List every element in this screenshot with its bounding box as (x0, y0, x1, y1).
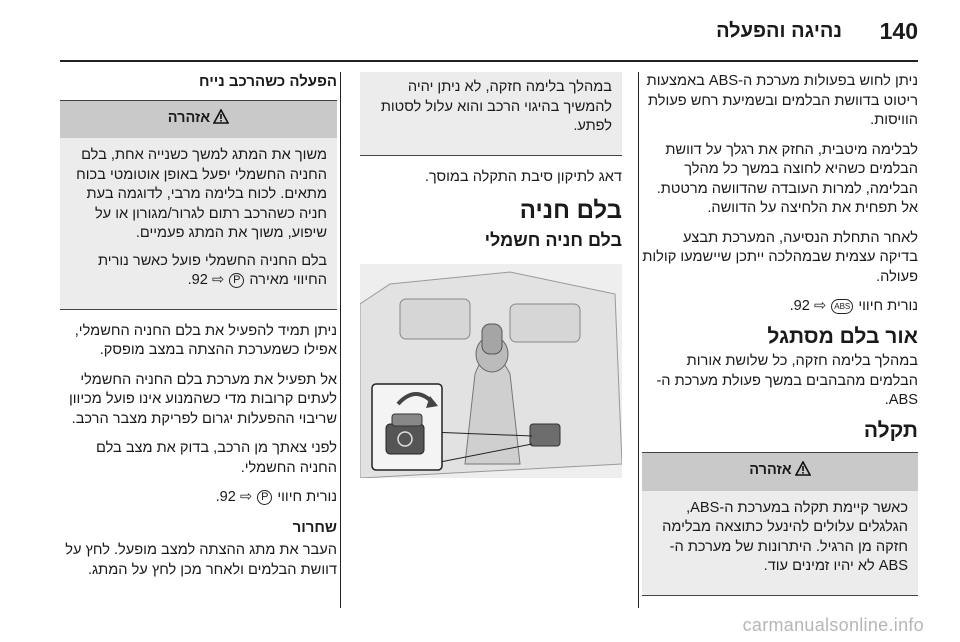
self-test-paragraph: לאחר התחלת הנסיעה, המערכת תבצע בדיקה עצמית שבמהלכה ייתכן שיישמעו קולות פעולה. (642, 229, 918, 285)
arrow-icon: ⇨ (211, 272, 225, 288)
release-heading: שחרור (292, 518, 337, 536)
column-divider-left (340, 72, 341, 608)
page-ref[interactable]: 92 (219, 489, 236, 505)
optimal-braking-paragraph: לבלימה מיטבית, החזק את רגלך על דוושת הבלמים כשהיא לחוצה במשך כל מהלך הבלימה, למרות העובדה שהדוושה מרטטת. אל תפחית את הלחיצה על הדוושה. (656, 141, 918, 216)
abs-fault-warning-text: כאשר קיימת תקלה במערכת ה-ABS, הגלגלים עלולים להינעל כתוצאה מבלימה חזקה מן הרגיל. היתרונות של מערכת ה-ABS לא יהיו זמינים עוד. (662, 499, 908, 574)
battery-drain-paragraph: אל תפעיל את מערכת בלם החניה החשמלי לעתים קרובות מדי כשהמנוע אינו פועל מכיוון שריבוי ההפעלות יגרום לפריקת מצבר הרכב. (68, 371, 337, 427)
page-number: 140 (879, 18, 918, 44)
indicator-reference: נורית חיווי P ⇨ 92. (215, 489, 337, 505)
abs-indicator-icon: ABS (831, 299, 853, 314)
parking-brake-heading: בלם חניה (519, 197, 622, 224)
header-rule (60, 60, 918, 62)
parking-brake-warning-p2: בלם החניה החשמלי פועל כאשר נורית החיווי מאירה P ⇨ 92. (98, 252, 327, 288)
stationary-activation-heading: הפעלה כשהרכב נייח (199, 73, 337, 90)
warning-triangle-icon (795, 461, 811, 483)
parking-brake-indicator-icon: P (229, 273, 244, 288)
warning-triangle-icon (213, 109, 229, 131)
column-left (60, 72, 337, 590)
warning-p2-text: בלם החניה החשמלי פועל כאשר נורית החיווי מאירה (98, 252, 327, 288)
repair-paragraph: דאג לתיקון סיבת התקלה במוסך. (424, 168, 622, 185)
parking-brake-warning (60, 100, 337, 310)
warning-title: אזהרה (749, 462, 792, 478)
arrow-icon: ⇨ (813, 298, 827, 314)
column-right (642, 72, 918, 608)
fault-heading: תקלה (863, 418, 918, 442)
adaptive-brake-light-paragraph: במהלך בלימה חזקה, כל שלושת אורות הבלמים מהבהבים במשך פעולת מערכת ה-ABS. (656, 353, 918, 408)
abs-feel-paragraph: ניתן לחוש בפעולות מערכת ה-ABS באמצעות ריטוט בדוושת הבלמים ובשמיעת רחש פעולת הוויסות. (646, 73, 918, 128)
page-ref[interactable]: 92 (793, 298, 810, 314)
indicator-label: נורית חיווי (858, 298, 918, 314)
indicator-label: נורית חיווי (277, 489, 337, 505)
parking-brake-indicator-icon: P (257, 490, 272, 505)
continued-warning (360, 72, 622, 156)
arrow-icon: ⇨ (239, 489, 253, 505)
page-header (0, 0, 960, 60)
always-activate-paragraph: ניתן תמיד להפעיל את בלם החניה החשמלי, אפילו כשמערכת ההצתה במצב מופסק. (74, 322, 337, 358)
warning-header (642, 453, 918, 491)
check-before-leaving-paragraph: לפני צאתך מן הרכב, בדוק את מצב בלם החניה החשמלי. (95, 440, 337, 476)
indicator-reference: נורית חיווי ABS ⇨ 92. (789, 298, 918, 314)
running-title: נהיגה והפעלה (716, 20, 842, 42)
abs-fault-warning (642, 452, 918, 596)
parking-brake-warning-p1: משוך את המתג למשך כשנייה אחת, בלם החניה החשמלי יפעל באופן אוטומטי בכוח מתאים. לכוח בלימה מרבי, לדוגמה בעת חניה כשהרכב רתום לגרור/מגורון או על שיפוע, משוך את המתג פעמיים. (76, 147, 327, 241)
warning-header (60, 101, 337, 139)
page-ref[interactable]: 92 (191, 272, 208, 288)
watermark: carmanualsonline.info (742, 615, 924, 635)
electric-parking-brake-heading: בלם חניה חשמלי (484, 229, 622, 250)
warning-title: אזהרה (167, 109, 211, 126)
adaptive-brake-light-heading: אור בלם מסתגל (767, 324, 918, 348)
release-paragraph: העבר את מתג ההצתה למצב מופעל. לחץ על דוושת הבלמים ולאחר מכן לחץ על המתג. (65, 542, 337, 578)
column-middle (360, 72, 622, 486)
continued-warning-text: במהלך בלימה חזקה, לא ניתן יהיה להמשיך בהיגוי הרכב והוא עלול לסטות לפתע. (380, 79, 612, 134)
parking-brake-illustration (360, 264, 622, 478)
column-divider-right (638, 72, 639, 608)
